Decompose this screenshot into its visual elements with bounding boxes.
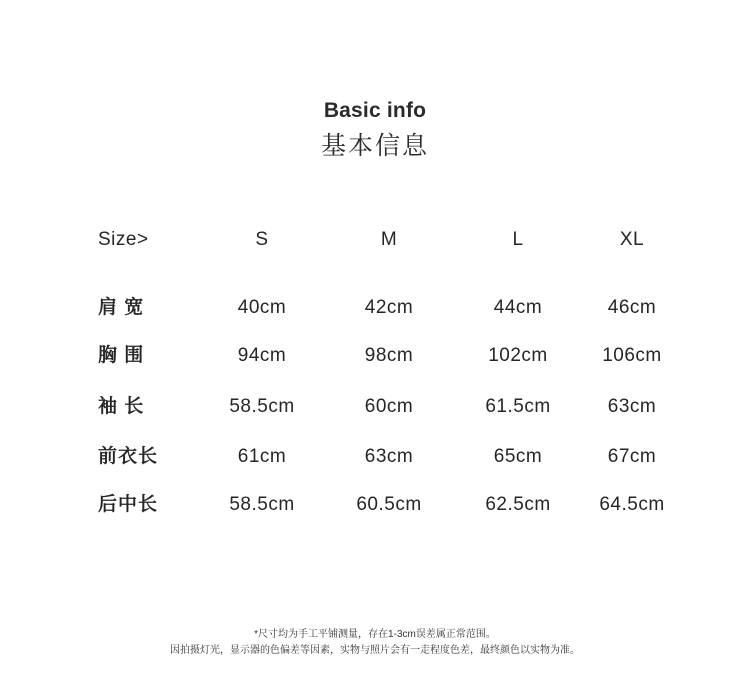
row-label-sleeve: 袖 长 bbox=[98, 396, 145, 417]
table-cell: 106cm bbox=[602, 345, 662, 366]
column-header-l: L bbox=[512, 229, 524, 250]
table-cell: 63cm bbox=[607, 396, 657, 417]
table-cell: 42cm bbox=[364, 297, 414, 318]
table-cell: 58.5cm bbox=[229, 396, 295, 417]
table-cell: 61cm bbox=[237, 446, 287, 467]
title-chinese: 基本信息 bbox=[320, 132, 429, 160]
column-header-m: M bbox=[380, 229, 398, 250]
table-cell: 64.5cm bbox=[599, 494, 665, 515]
column-header-s: S bbox=[255, 229, 269, 250]
measurement-note: *尺寸均为手工平铺测量，存在1-3cm误差属正常范围。 bbox=[254, 629, 496, 640]
size-header-label: Size> bbox=[98, 229, 149, 250]
table-cell: 60cm bbox=[364, 396, 414, 417]
table-cell: 40cm bbox=[237, 297, 287, 318]
row-label-chest: 胸 围 bbox=[98, 345, 145, 366]
title-english: Basic info bbox=[323, 99, 427, 122]
table-cell: 60.5cm bbox=[356, 494, 422, 515]
table-cell: 98cm bbox=[364, 345, 414, 366]
table-cell: 46cm bbox=[607, 297, 657, 318]
row-label-front-length: 前衣长 bbox=[98, 446, 159, 467]
table-cell: 67cm bbox=[607, 446, 657, 467]
table-cell: 44cm bbox=[493, 297, 543, 318]
row-label-shoulder: 肩 宽 bbox=[98, 297, 145, 318]
table-cell: 65cm bbox=[493, 446, 543, 467]
table-cell: 63cm bbox=[364, 446, 414, 467]
table-cell: 94cm bbox=[237, 345, 287, 366]
table-cell: 58.5cm bbox=[229, 494, 295, 515]
color-disclaimer: 因拍摄灯光，显示器的色偏差等因素，实物与照片会有一走程度色差，最终颜色以实物为准。 bbox=[170, 645, 580, 656]
table-cell: 62.5cm bbox=[485, 494, 551, 515]
table-cell: 61.5cm bbox=[485, 396, 551, 417]
column-header-xl: XL bbox=[619, 229, 645, 250]
row-label-back-length: 后中长 bbox=[98, 494, 159, 515]
table-cell: 102cm bbox=[488, 345, 548, 366]
